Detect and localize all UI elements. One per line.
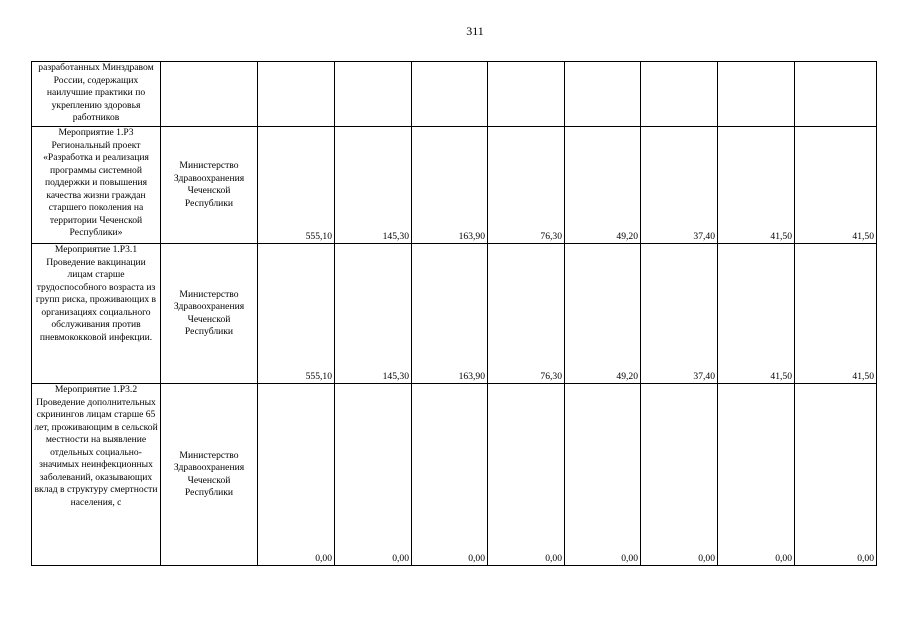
value-cell bbox=[718, 62, 795, 127]
value-cell bbox=[795, 62, 877, 127]
executor-cell: Министерство Здравоохранения Чеченской Республики bbox=[161, 244, 258, 384]
value-cell bbox=[488, 62, 565, 127]
value-cell bbox=[335, 62, 412, 127]
value-cell: 0,00 bbox=[412, 384, 488, 566]
executor-cell bbox=[161, 62, 258, 127]
value-cell: 0,00 bbox=[488, 384, 565, 566]
value-cell: 555,10 bbox=[258, 244, 335, 384]
value-cell: 163,90 bbox=[412, 244, 488, 384]
measure-description: Мероприятие 1.Р3 Региональный проект «Разработка и реализация программы системной поддержки и повышения качества жизни граждан старшего поколения на территории Чеченской Республики» bbox=[32, 127, 161, 244]
value-cell: 0,00 bbox=[718, 384, 795, 566]
table-row bbox=[32, 384, 877, 566]
value-cell: 41,50 bbox=[718, 244, 795, 384]
page-number: 311 bbox=[466, 24, 484, 38]
value-cell: 37,40 bbox=[641, 127, 718, 244]
value-cell: 41,50 bbox=[718, 127, 795, 244]
value-cell: 41,50 bbox=[795, 127, 877, 244]
value-cell: 76,30 bbox=[488, 244, 565, 384]
measure-description: разработанных Минздравом России, содержащих наилучшие практики по укреплению здоровья работников bbox=[32, 62, 161, 127]
value-cell: 49,20 bbox=[565, 127, 641, 244]
value-cell: 49,20 bbox=[565, 244, 641, 384]
measure-description: Мероприятие 1.Р3.2 Проведение дополнительных скринингов лицам старше 65 лет, проживающим в сельской местности на выявление отдельных социально-значимых неинфекционных заболеваний, оказывающих вклад в структуру смертности населения, с bbox=[32, 384, 161, 566]
value-cell bbox=[258, 62, 335, 127]
budget-table bbox=[31, 61, 877, 566]
value-cell: 0,00 bbox=[335, 384, 412, 566]
table-row bbox=[32, 244, 877, 384]
table-row bbox=[32, 127, 877, 244]
executor-cell: Министерство Здравоохранения Чеченской Республики bbox=[161, 127, 258, 244]
value-cell: 555,10 bbox=[258, 127, 335, 244]
value-cell: 37,40 bbox=[641, 244, 718, 384]
value-cell bbox=[565, 62, 641, 127]
value-cell: 41,50 bbox=[795, 244, 877, 384]
value-cell: 0,00 bbox=[565, 384, 641, 566]
value-cell: 0,00 bbox=[795, 384, 877, 566]
executor-cell: Министерство Здравоохранения Чеченской Республики bbox=[161, 384, 258, 566]
value-cell bbox=[641, 62, 718, 127]
value-cell: 145,30 bbox=[335, 244, 412, 384]
value-cell: 145,30 bbox=[335, 127, 412, 244]
value-cell: 163,90 bbox=[412, 127, 488, 244]
value-cell: 0,00 bbox=[258, 384, 335, 566]
value-cell: 0,00 bbox=[641, 384, 718, 566]
measure-description: Мероприятие 1.Р3.1 Проведение вакцинации лицам старше трудоспособного возраста из групп риска, проживающих в организациях социального обслуживания против пневмококковой инфекции. bbox=[32, 244, 161, 384]
table-row bbox=[32, 62, 877, 127]
value-cell bbox=[412, 62, 488, 127]
value-cell: 76,30 bbox=[488, 127, 565, 244]
